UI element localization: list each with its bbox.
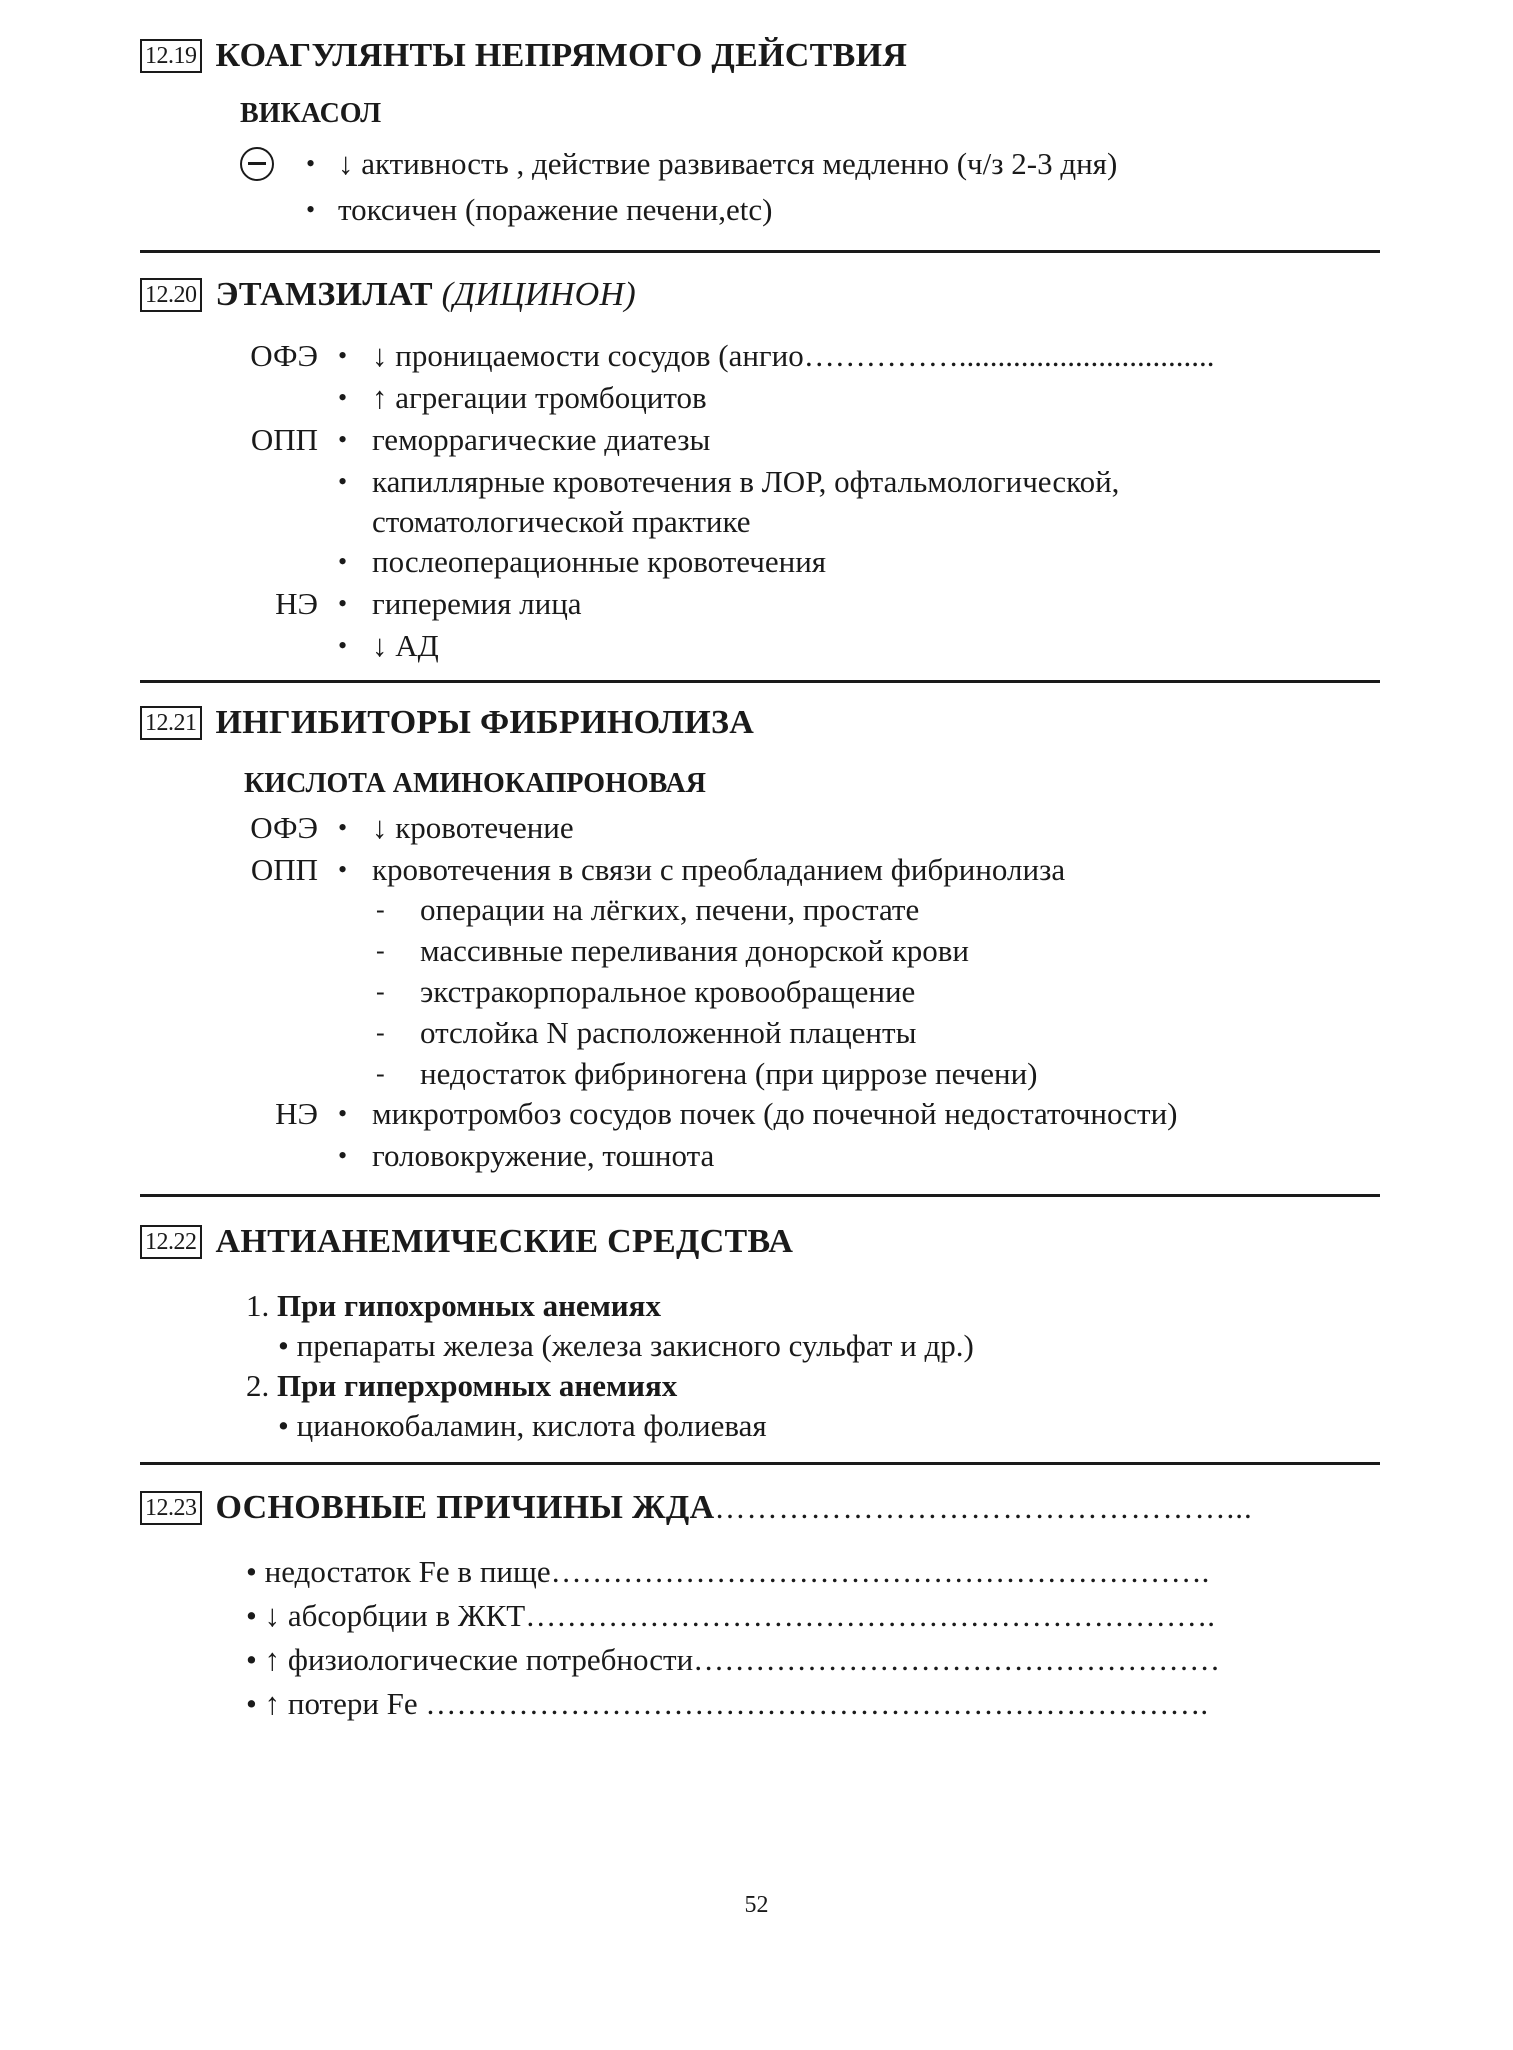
list-item: ↓ кровотечение: [372, 810, 574, 845]
sub-item: недостаток фибриногена (при циррозе печени): [420, 1056, 1038, 1091]
section-number: 12.23: [140, 1491, 202, 1525]
section-number: 12.19: [140, 39, 202, 73]
section-title: ОСНОВНЫЕ ПРИЧИНЫ ЖДА: [215, 1489, 715, 1526]
bullet: •: [338, 813, 348, 842]
label-ofe: ОФЭ: [250, 810, 318, 845]
sub-item: операции на лёгких, печени, простате: [420, 892, 920, 927]
section-number: 12.21: [140, 706, 202, 740]
sub-item: • препараты железа (железа закисного сульфат и др.): [278, 1328, 974, 1363]
section-title: АНТИАНЕМИЧЕСКИЕ СРЕДСТВА: [215, 1223, 794, 1260]
list-item: гиперемия лица: [372, 586, 582, 621]
list-item: • недостаток Fe в пище……………………………………………………….: [246, 1554, 1210, 1589]
section-number: 12.22: [140, 1225, 202, 1259]
drug-name: КИСЛОТА АМИНОКАПРОНОВАЯ: [244, 768, 706, 799]
bullet: •: [338, 425, 348, 454]
list-item: ↓ АД: [372, 628, 439, 663]
bullet: •: [338, 855, 348, 884]
bullet: •: [306, 195, 316, 224]
bullet: •: [338, 589, 348, 618]
bullet: •: [338, 547, 348, 576]
dash: -: [376, 936, 385, 965]
sub-item: • цианокобаламин, кислота фолиевая: [278, 1408, 767, 1443]
bullet: •: [338, 1099, 348, 1128]
list-item: микротромбоз сосудов почек (до почечной недостаточности): [372, 1096, 1178, 1131]
bullet: •: [338, 341, 348, 370]
divider: [140, 680, 1380, 683]
sub-item: экстракорпоральное кровообращение: [420, 974, 916, 1009]
list-item: • ↓ абсорбции в ЖКТ………………………………………………………….: [246, 1598, 1215, 1633]
dash: -: [376, 977, 385, 1006]
list-item: ↓ активность , действие развивается медленно (ч/з 2-3 дня): [338, 146, 1118, 181]
list-item: послеоперационные кровотечения: [372, 544, 827, 579]
divider: [140, 250, 1380, 253]
numbered-item: 1. При гипохромных анемиях: [246, 1288, 661, 1323]
list-item: ↑ агрегации тромбоцитов: [372, 380, 707, 415]
section-header-12-23: [140, 1488, 1253, 1528]
list-item: ↓ проницаемости сосудов (ангио…………….................................: [372, 338, 1215, 373]
numbered-item: 2. При гиперхромных анемиях: [246, 1368, 678, 1403]
list-item: кровотечения в связи с преобладанием фибринолиза: [372, 852, 1066, 887]
list-item: • ↑ потери Fe ………………………………………………………………….: [246, 1686, 1209, 1721]
divider: [140, 1462, 1380, 1465]
label-ne: НЭ: [275, 586, 318, 621]
dash: -: [376, 1059, 385, 1088]
section-title: КОАГУЛЯНТЫ НЕПРЯМОГО ДЕЙСТВИЯ: [215, 37, 908, 74]
list-item-continuation: стоматологической практике: [372, 504, 751, 539]
label-opp: ОПП: [250, 422, 318, 457]
title-dots: …………………………………………...: [714, 1490, 1253, 1525]
label-ne: НЭ: [275, 1096, 318, 1131]
section-title: ЭТАМЗИЛАТ (ДИЦИНОН): [215, 276, 636, 313]
list-item: головокружение, тошнота: [372, 1138, 715, 1173]
divider: [140, 1194, 1380, 1197]
section-number: 12.20: [140, 278, 202, 312]
list-item: токсичен (поражение печени,etc): [338, 192, 773, 227]
label-opp: ОПП: [250, 852, 318, 887]
drug-name: ВИКАСОЛ: [240, 98, 382, 129]
bullet: •: [306, 149, 316, 178]
bullet: •: [338, 631, 348, 660]
list-item: капиллярные кровотечения в ЛОР, офтальмологической,: [372, 464, 1120, 499]
section-header-12-22: [140, 1222, 793, 1262]
section-header-12-20: [140, 275, 636, 315]
label-ofe: ОФЭ: [250, 338, 318, 373]
page-number: 52: [744, 1892, 769, 1918]
bullet: •: [338, 467, 348, 496]
section-header-12-21: [140, 703, 754, 743]
bullet: •: [338, 383, 348, 412]
list-item: геморрагические диатезы: [372, 422, 711, 457]
minus-circle-icon: [240, 147, 274, 181]
dash: -: [376, 895, 385, 924]
list-item: • ↑ физиологические потребности……………………………………………: [246, 1642, 1221, 1677]
bullet: •: [338, 1141, 348, 1170]
dash: -: [376, 1018, 385, 1047]
sub-item: массивные переливания донорской крови: [420, 933, 969, 968]
sub-item: отслойка N расположенной плаценты: [420, 1015, 917, 1050]
section-header-12-19: [140, 36, 907, 76]
section-title: ИНГИБИТОРЫ ФИБРИНОЛИЗА: [215, 704, 755, 741]
